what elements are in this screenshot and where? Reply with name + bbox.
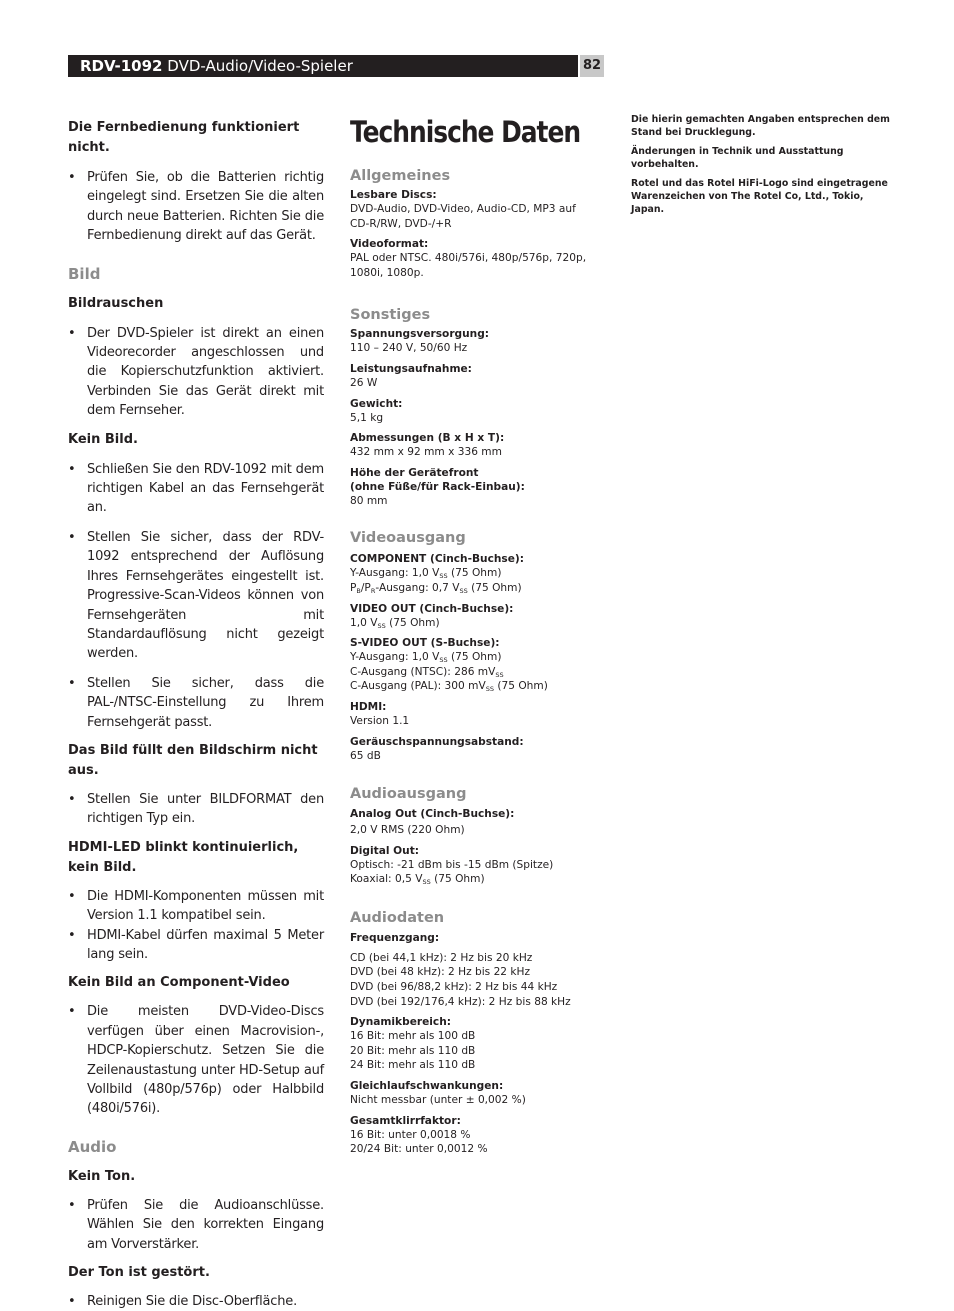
header-product: DVD-Audio/Video-Spieler: [167, 57, 353, 75]
notes-column: [631, 114, 893, 216]
section-heading-audioausgang: Audioausgang: [350, 786, 467, 803]
list-item: [68, 324, 324, 421]
list-item: [68, 1002, 324, 1118]
list-bildschirm: [68, 790, 324, 829]
question-kein-ton: Kein Ton.: [68, 1168, 136, 1184]
list-item: [68, 1196, 324, 1254]
bullet-glyph: •: [68, 1197, 76, 1213]
specifications-column: [350, 114, 600, 1157]
question-ton-gestoert: Der Ton ist gestört.: [68, 1265, 210, 1281]
troubleshooting-column: [68, 118, 324, 1311]
spec-label-front-height: Höhe der Gerätefront (ohne Füße/für Rack-Einbau):: [350, 466, 525, 493]
page-header-bar: [68, 55, 578, 77]
section-heading-allgemeines: Allgemeines: [350, 168, 451, 184]
spec-value-thd: 16 Bit: unter 0,0018 % 20/24 Bit: unter 0,0012 %: [350, 1128, 488, 1156]
spec-value-frequency: CD (bei 44,1 kHz): 2 Hz bis 20 kHz DVD (bei 48 kHz): 2 Hz bis 22 kHz DVD (bei 96/88,2 kHz): 2 Hz bis 44 kHz DVD (bei 192/176,4 kHz): 2 Hz bis 88 kHz: [350, 951, 571, 1008]
spec-value-wow-flutter: Nicht messbar (unter ± 0,002 %): [350, 1094, 526, 1107]
spec-label-analog-out: Analog Out (Cinch-Buchse):: [350, 808, 515, 821]
list-item-text: Die HDMI-Komponenten müssen mit Version 1.1 kompatibel sein.: [87, 888, 324, 924]
spec-value-discs: DVD-Audio, DVD-Video, Audio-CD, MP3 auf CD-R/RW, DVD-/+R: [350, 203, 576, 230]
spec-value-hdmi: Version 1.1: [350, 714, 410, 727]
list-item: [68, 790, 324, 829]
section-heading-sonstiges: Sonstiges: [350, 307, 431, 324]
spec-label-component: COMPONENT (Cinch-Buchse):: [350, 553, 524, 566]
list-component: [68, 1002, 324, 1118]
spec-value-snr: 65 dB: [350, 749, 381, 762]
list-item-text: Stellen Sie unter BILDFORMAT den richtigen Typ ein.: [87, 791, 324, 827]
bullet-glyph: •: [68, 461, 76, 477]
spec-value-component: Y-Ausgang: 1,0 $V_{SS}$ (75 Ohm) $P_B/P_R$-Ausgang: 0,7 $V_{SS}$ (75 Ohm): [350, 567, 522, 595]
page-number: 82: [580, 55, 604, 77]
page-title: Technische Daten: [350, 115, 581, 149]
list-item: [68, 168, 324, 246]
question-hdmi-led: HDMI-LED blinkt kontinuierlich, kein Bild.: [68, 839, 299, 875]
list-item-text: Prüfen Sie, ob die Batterien richtig eingelegt sind. Ersetzen Sie die alten durch neue Batterien. Richten Sie die Fernbedienung direkt auf das Gerät.: [87, 170, 324, 244]
spec-label-video-out: VIDEO OUT (Cinch-Buchse):: [350, 602, 514, 615]
spec-label-videoformat: Videoformat:: [350, 238, 429, 251]
list-item: [68, 1292, 324, 1311]
spec-value-dimensions: 432 mm x 92 mm x 336 mm: [350, 446, 502, 459]
question-remote: Die Fernbedienung funktioniert nicht.: [68, 120, 300, 155]
section-heading-videoausgang: Videoausgang: [350, 530, 466, 547]
bullet-glyph: •: [68, 927, 76, 943]
spec-label-dynamic-range: Dynamikbereich:: [350, 1016, 451, 1029]
spec-value-analog-out: 2,0 V RMS (220 Ohm): [350, 824, 465, 837]
spec-label-dimensions: Abmessungen (B x H x T):: [350, 432, 505, 445]
list-item: [68, 528, 324, 664]
list-remote: [68, 168, 324, 246]
section-heading-audiodaten: Audiodaten: [350, 909, 445, 926]
list-item-text: Prüfen Sie die Audioanschlüsse. Wählen Sie den korrekten Eingang am Vorverstärker.: [87, 1197, 324, 1252]
list-item-text: HDMI-Kabel dürfen maximal 5 Meter lang sein.: [87, 927, 324, 962]
header-model: RDV-1092: [80, 57, 163, 75]
question-kein-bild: Kein Bild.: [68, 431, 138, 447]
spec-label-discs: Lesbare Discs:: [350, 189, 437, 201]
list-item-text: Die meisten DVD-Video-Discs verfügen über einen Macrovision-, HDCP-Kopierschutz. Setzen Sie die Zeilenaustastung unter HD-Setup auf Vollbild (480p/576p) oder Halbbild (480i/576i).: [87, 1004, 324, 1117]
spec-label-wow-flutter: Gleichlaufschwankungen:: [350, 1080, 504, 1093]
spec-label-snr: Geräuschspannungsabstand:: [350, 735, 524, 748]
list-bildrauschen: [68, 324, 324, 421]
question-bildschirm: Das Bild füllt den Bildschirm nicht aus.: [68, 742, 318, 778]
spec-label-digital-out: Digital Out:: [350, 844, 420, 857]
header-title: [80, 57, 353, 75]
list-item-text: Der DVD-Spieler ist direkt an einen Videorecorder angeschlossen und die Kopierschutzfunktion aktiviert. Verbinden Sie das Gerät direkt mit dem Fernseher.: [87, 325, 324, 419]
spec-label-frequency: Frequenzgang:: [350, 931, 440, 944]
list-ton-gestoert: [68, 1292, 324, 1311]
spec-value-digital-out: Optisch: -21 dBm bis -15 dBm (Spitze) Koaxial: 0,5 $V_{SS}$ (75 Ohm): [350, 858, 554, 887]
bullet-glyph: •: [68, 675, 76, 691]
list-item: [68, 460, 324, 518]
spec-value-power: 110 – 240 V, 50/60 Hz: [350, 342, 468, 355]
bullet-glyph: •: [68, 1294, 76, 1310]
spec-label-s-video: S-VIDEO OUT (S-Buchse):: [350, 637, 500, 650]
list-kein-ton: [68, 1196, 324, 1254]
spec-value-videoformat: PAL oder NTSC. 480i/576i, 480p/576p, 720p, 1080i, 1080p.: [350, 252, 587, 279]
bullet-glyph: •: [68, 529, 76, 545]
list-item: [68, 674, 324, 732]
section-heading-audio: Audio: [68, 1137, 117, 1156]
bullet-glyph: •: [68, 170, 76, 185]
bullet-glyph: •: [68, 791, 76, 807]
list-item-text: Stellen Sie sicher, dass der RDV-1092 entsprechend der Auflösung Ihres Fernsehgerätes eingestellt ist. Progressive-Scan-Videos können von Fernsehgeräten mit Standardauflösung nicht gezeigt werden.: [87, 529, 324, 662]
bullet-glyph: •: [68, 325, 76, 341]
spec-label-weight: Gewicht:: [350, 397, 403, 410]
spec-label-hdmi: HDMI:: [350, 700, 387, 713]
spec-label-thd: Gesamtklirrfaktor:: [350, 1114, 461, 1127]
spec-value-consumption: 26 W: [350, 376, 378, 389]
list-item: [68, 887, 324, 926]
question-bildrauschen: Bildrauschen: [68, 295, 164, 311]
spec-label-consumption: Leistungsaufnahme:: [350, 362, 472, 375]
list-kein-bild: [68, 460, 324, 732]
spec-value-front-height: 80 mm: [350, 494, 388, 507]
spec-value-video-out: 1,0 $V_{SS}$ (75 Ohm): [350, 616, 440, 630]
bullet-glyph: •: [68, 1004, 76, 1020]
bullet-glyph: •: [68, 888, 76, 904]
spec-value-s-video: Y-Ausgang: 1,0 $V_{SS}$ (75 Ohm) C-Ausgang (NTSC): 286 $mV_{SS}$ C-Ausgang (PAL): 300 $mV_{SS}$ (75 Ohm): [350, 651, 548, 694]
list-hdmi-led: [68, 887, 324, 965]
spec-label-power: Spannungsversorgung:: [350, 328, 490, 341]
note-trademark: Rotel und das Rotel HiFi-Logo sind eingetragene Warenzeichen von The Rotel Co, Ltd., Tokio, Japan.: [631, 178, 888, 215]
list-item-text: Stellen Sie sicher, dass die PAL-/NTSC-Einstellung zu Ihrem Fernsehgerät passt.: [87, 675, 324, 730]
spec-value-dynamic-range: 16 Bit: mehr als 100 dB 20 Bit: mehr als 110 dB 24 Bit: mehr als 110 dB: [350, 1030, 476, 1072]
spec-value-weight: 5,1 kg: [350, 411, 384, 424]
list-item-text: Schließen Sie den RDV-1092 mit dem richtigen Kabel an das Fernsehgerät an.: [87, 461, 324, 516]
note-changes: Änderungen in Technik und Ausstattung vorbehalten.: [631, 146, 844, 170]
note-print-status: Die hierin gemachten Angaben entsprechen dem Stand bei Drucklegung.: [631, 114, 890, 138]
list-item-text: Reinigen Sie die Disc-Oberfläche.: [87, 1294, 298, 1310]
question-component: Kein Bild an Component-Video: [68, 975, 290, 991]
section-heading-bild: Bild: [68, 264, 101, 283]
list-item: [68, 926, 324, 965]
